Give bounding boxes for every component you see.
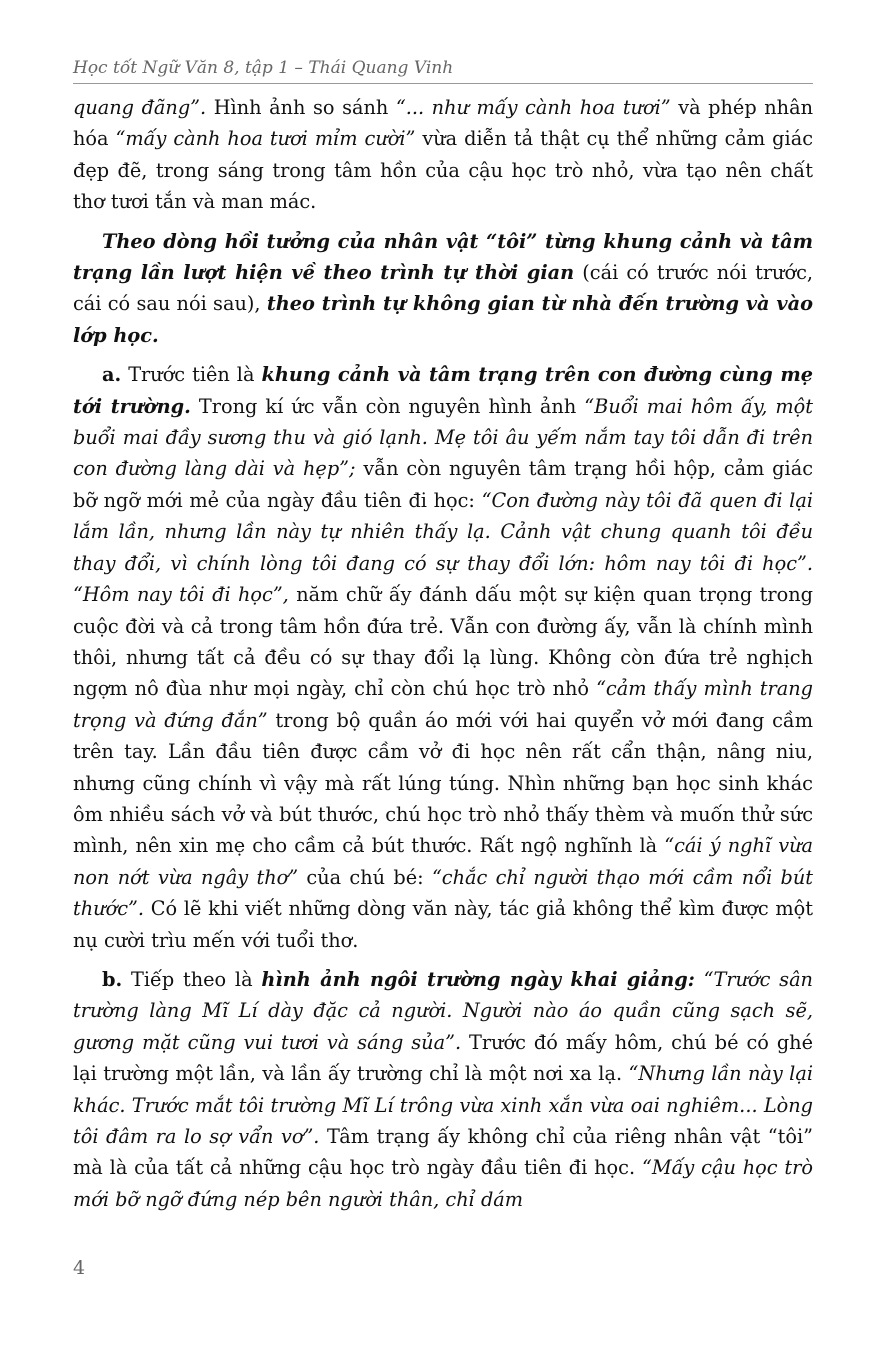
text-run: quang đãng”. [73, 96, 207, 119]
text-run: “cảm thấy mình trang trọng và đứng đắn” [73, 677, 813, 732]
text-run: Trong kí ức vẫn còn nguyên hình ảnh [190, 394, 585, 418]
text-run: Hình ảnh so sánh [206, 96, 396, 119]
text-run: của chú bé: [298, 865, 432, 889]
text-run: Tiếp theo là [122, 967, 262, 991]
text-run: Trước tiên là [121, 363, 262, 387]
text-run: “mấy cành hoa tươi mỉm cười” [115, 127, 416, 151]
text-run: khung cảnh và tâm trạng trên con đường cùng mẹ tới trường. [73, 363, 813, 418]
text-run: a. [102, 363, 122, 387]
text-run: trong bộ quần áo mới với hai quyển vở mới đang cầm trên tay. Lần đầu tiên được cầm vở đi học nên rất cẩn thận, nâng niu, nhưng cũng chính vì vậy mà rất lúng túng. Nhìn những bạn học sinh khác ôm nhiều sách vở và bút thước, chú học trò nhỏ thấy thèm và muốn thử sức mình, nên xin mẹ cho cầm cả bút thước. Rất ngộ nghĩnh là [73, 708, 813, 858]
text-run: “Trước sân trường làng Mĩ Lí dày đặc cả người. Người nào áo quần cũng sạch sẽ, gương mặt cũng vui tươi và sáng sủa”. [73, 967, 813, 1054]
text-run: “... như mấy cành hoa tươi” [395, 96, 671, 119]
paragraph-4 [73, 964, 813, 1215]
text-run: Trước đó mấy hôm, chú bé có ghé lại trường một lần, và lần ấy trường chỉ là một nơi xa lạ. [73, 1030, 813, 1086]
paragraph-1 [73, 92, 813, 218]
body-text [73, 92, 813, 1223]
text-run [695, 968, 704, 991]
text-run: năm chữ ấy đánh dấu một sự kiện quan trọng trong cuộc đời và cả trong tâm hồn đứa trẻ. Vẫn con đường ấy, vẫn là chính mình thôi, nhưng tất cả đều có sự thay đổi lạ lùng. Không còn đứa trẻ nghịch ngợm nô đùa như mọi ngày, chỉ còn chú học trò nhỏ [73, 583, 813, 701]
text-run: Có lẽ khi viết những dòng văn này, tác giả không thể kìm được một nụ cười trìu mến với tuổi thơ. [73, 897, 813, 952]
text-run: b. [102, 967, 123, 991]
text-run: “Buổi mai hôm ấy, một buổi mai đầy sương thu và gió lạnh. Mẹ tôi âu yếm nắm tay tôi dẫn đi trên con đường làng dài và hẹp”; [73, 394, 814, 481]
text-run: vẫn còn nguyên tâm trạng hồi hộp, cảm giác bỡ ngỡ mới mẻ của ngày đầu tiên đi học: [73, 457, 813, 512]
text-run: “cái ý nghĩ vừa non nớt vừa ngây thơ” [73, 834, 813, 889]
text-run: “Con đường này tôi đã quen đi lại lắm lần, nhưng lần này tự nhiên thấy lạ. Cảnh vật chung quanh tôi đều thay đổi, vì chính lòng tôi đang có sự thay đổi lớn: hôm nay tôi đi học”. “Hôm nay tôi đi học”, [73, 488, 814, 607]
text-run: “Nhưng lần này lại khác. Trước mắt tôi trường Mĩ Lí trông vừa xinh xắn vừa oai nghiêm... Lòng tôi đâm ra lo sợ vẩn vơ”. [73, 1062, 814, 1148]
text-run: Tâm trạng ấy không chỉ của riêng nhân vật “tôi” mà là của tất cả những cậu học trò ngày đầu tiên đi học. [73, 1125, 813, 1180]
text-run: “Mấy cậu học trò mới bỡ ngỡ đứng nép bên người thân, chỉ dám [73, 1156, 813, 1211]
text-run: (cái có trước nói trước, cái có sau nói sau), [73, 261, 814, 316]
text-run: hình ảnh ngôi trường ngày khai giảng: [261, 967, 695, 991]
running-header [73, 55, 813, 84]
text-run: vừa diễn tả thật cụ thể những cảm giác đẹp đẽ, trong sáng trong tâm hồn của cậu học trò nhỏ, vừa tạo nên chất thơ tươi tắn và man mác. [73, 127, 813, 214]
paragraph-3 [73, 359, 813, 956]
running-title: Học tốt Ngữ Văn 8, tập 1 – Thái Quang Vinh [73, 58, 454, 78]
text-run: và phép nhân hóa [73, 96, 813, 151]
text-run: Theo dòng hồi tưởng của nhân vật “tôi” từng khung cảnh và tâm trạng lần lượt hiện về theo trình tự thời gian [73, 229, 813, 285]
text-run: “chắc chỉ người thạo mới cầm nổi bút thước”. [73, 865, 813, 921]
page-number: 4 [73, 1257, 86, 1279]
paragraph-2 [73, 226, 813, 352]
text-run: theo trình tự không gian từ nhà đến trường và vào lớp học. [73, 292, 813, 347]
